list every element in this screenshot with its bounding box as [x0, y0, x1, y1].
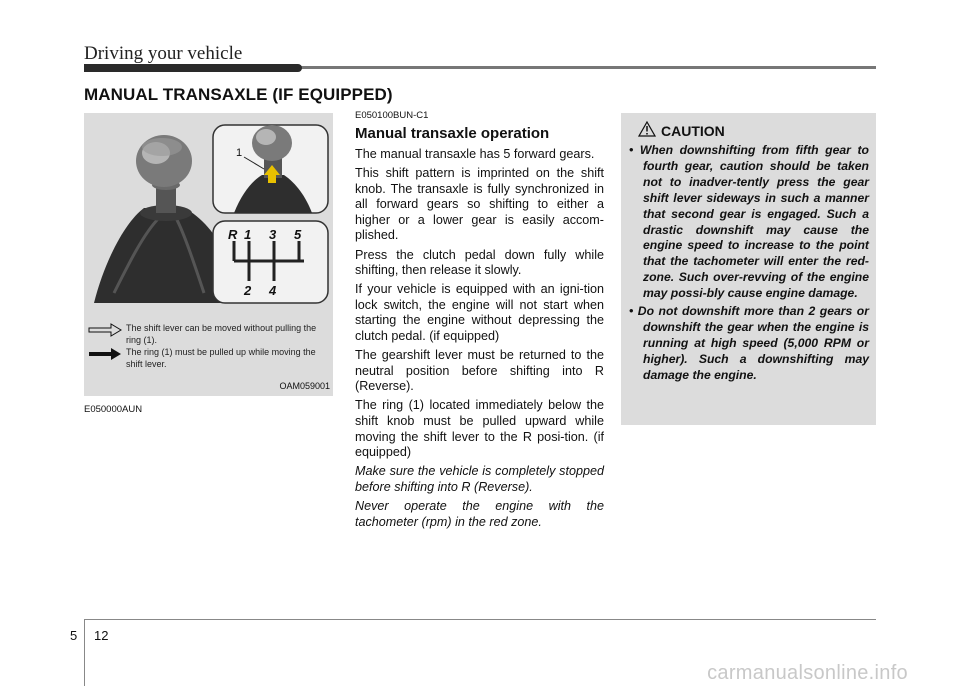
figure-id: OAM059001	[279, 381, 330, 391]
footer-rule	[84, 619, 876, 620]
caution-item: • Do not downshift more than 2 gears or downshift the gear when the engine is running at high speed (5,000 RPM or higher). Such a downshifting may damage the engine.	[629, 304, 869, 382]
operation-column	[355, 110, 604, 534]
paragraph: If your vehicle is equipped with an igni-tion lock switch, the engine will not start when starting the engine without depressing the clutch pedal. (if equipped)	[355, 282, 604, 344]
gear-2: 2	[244, 283, 252, 298]
caution-title: CAUTION	[661, 123, 725, 139]
section-title: Driving your vehicle	[84, 43, 243, 64]
figure-caption	[84, 316, 333, 376]
note-paragraph: Make sure the vehicle is completely stopped before shifting into R (Reverse).	[355, 464, 604, 494]
operation-heading: Manual transaxle operation	[355, 125, 550, 142]
caption-outline-arrow: The shift lever can be moved without pulling the ring (1).	[126, 323, 317, 345]
caption-filled-arrow: The ring (1) must be pulled up while moving the shift lever.	[126, 347, 316, 369]
watermark: carmanualsonline.info	[707, 662, 908, 684]
main-heading: MANUAL TRANSAXLE (IF EQUIPPED)	[84, 85, 393, 104]
callout-number: 1	[236, 147, 243, 159]
paragraph: The manual transaxle has 5 forward gears.	[355, 147, 595, 161]
shift-lever-illustration	[84, 113, 333, 318]
gear-5: 5	[294, 227, 302, 242]
footer-divider	[84, 620, 85, 686]
paragraph: Press the clutch pedal down fully while shifting, then release it slowly.	[355, 247, 604, 278]
filled-arrow-icon	[89, 348, 121, 360]
gear-1: 1	[244, 227, 252, 242]
paragraph: The gearshift lever must be returned to the neutral position before shifting into R (Reverse).	[355, 348, 604, 394]
caution-box	[621, 113, 876, 425]
reference-code: E050100BUN-C1	[355, 110, 429, 121]
section-number: 5	[70, 628, 78, 643]
gear-3: 3	[269, 227, 277, 242]
paragraph: The ring (1) located immediately below the shift knob must be pulled upward while moving the shift lever to the R posi-tion. (if equipped)	[355, 398, 604, 460]
gear-4: 4	[269, 283, 277, 298]
shift-lever-figure	[84, 113, 333, 396]
note-paragraph: Never operate the engine with the tachometer (rpm) in the red zone.	[355, 498, 604, 529]
caution-item: • When downshifting from fifth gear to fourth gear, caution should be taken not to inadver-tently press the gear shift lever sideways in such a manner that second gear is engaged. Such a drastic downshift may cause the engine speed to increase to the point that the tachometer will enter the red-zone. Such over-revving of the engine may possi-bly cause engine damage.	[629, 143, 869, 301]
left-reference-code: E050000AUN	[84, 404, 143, 415]
header-tab	[84, 64, 302, 72]
caution-list	[629, 143, 869, 386]
warning-icon	[638, 121, 656, 137]
page-number: 12	[94, 628, 109, 643]
paragraph: This shift pattern is imprinted on the shift knob. The transaxle is fully synchronized in all forward gears so shifting to either a higher or a lower gear is easily accom-plished.	[355, 166, 604, 243]
arrow-icons	[87, 322, 123, 362]
gear-r: R	[228, 227, 238, 242]
outline-arrow-icon	[89, 324, 121, 336]
